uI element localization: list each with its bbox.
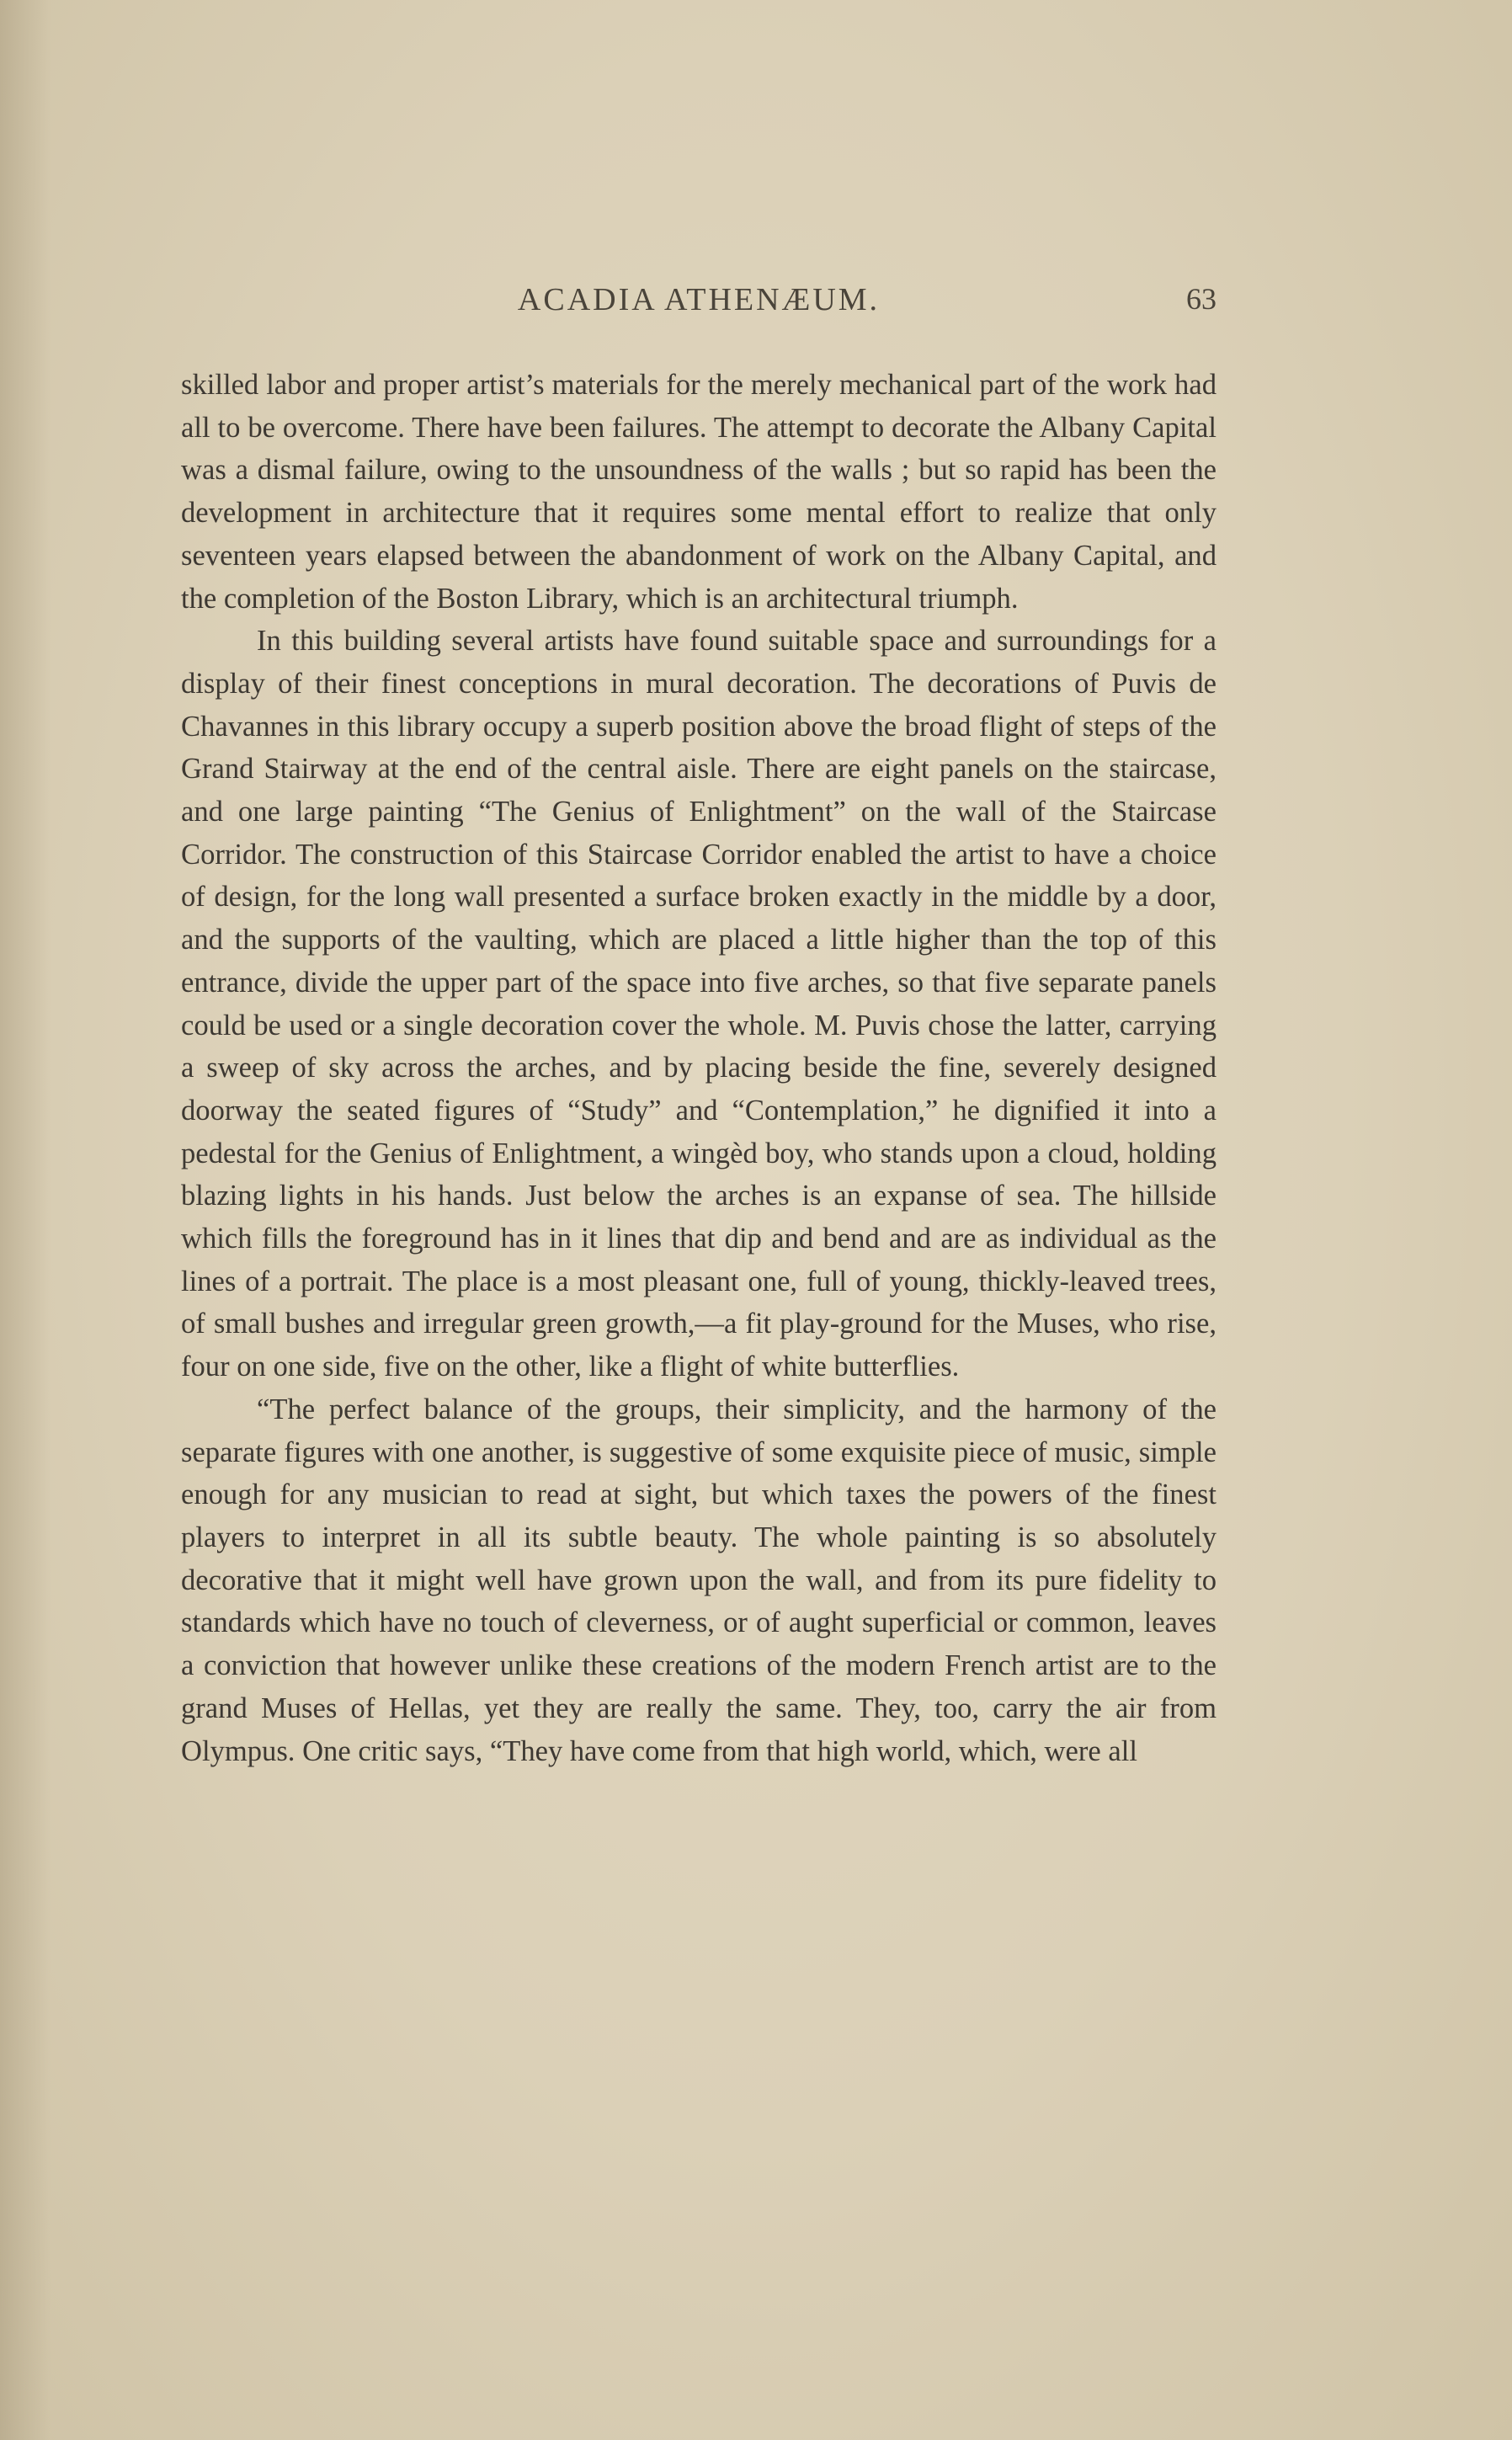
body-text [181, 364, 1217, 1772]
page-edge-shadow [0, 0, 51, 2440]
paragraph-2: In this building several artists have found suitable space and surroundings for a display of their finest conceptions in mural decoration. The decorations of Puvis de Chavannes in this library occupy a superb position above the broad flight of steps of the Grand Stairway at the end of the central aisle. There are eight panels on the staircase, and one large painting “The Genius of Enlightment” on the wall of the Staircase Corridor. The construction of this Staircase Corridor enabled the artist to have a choice of design, for the long wall presented a surface broken exactly in the middle by a door, and the supports of the vaulting, which are placed a little higher than the top of this entrance, divide the upper part of the space into five arches, so that five separate panels could be used or a single decoration cover the whole. M. Puvis chose the latter, carrying a sweep of sky across the arches, and by placing beside the fine, severely designed doorway the seated figures of “Study” and “Contemplation,” he dignified it into a pedestal for the Genius of Enlightment, a wingèd boy, who stands upon a cloud, holding blazing lights in his hands. Just below the arches is an expanse of sea. The hillside which fills the foreground has in it lines that dip and bend and are as individual as the lines of a portrait. The place is a most pleasant one, full of young, thickly-leaved trees, of small bushes and irregular green growth,—a fit play-ground for the Muses, who rise, four on one side, five on the other, like a flight of white butterflies. [181, 625, 1217, 1383]
running-title: ACADIA ATHENÆUM. [517, 282, 881, 317]
paragraph-1: skilled labor and proper artist’s materials for the merely mechanical part of the work had all to be overcome. There have been failures. The attempt to decorate the Albany Capital was a dismal failure, owing to the unsoundness of the walls ; but so rapid has been the development in architecture that it requires some mental effort to realize that only seventeen years elapsed between the abandonment of work on the Albany Capital, and the completion of the Boston Library, which is an architectural triumph. [181, 369, 1217, 615]
paragraph-3: “The perfect balance of the groups, their simplicity, and the harmony of the separate figures with one another, is suggestive of some exquisite piece of music, simple enough for any musician to read at sight, but which taxes the powers of the finest players to interpret in all its subtle beauty. The whole painting is so absolutely decorative that it might well have grown upon the wall, and from its pure fidelity to standards which have no touch of cleverness, or of aught superficial or common, leaves a conviction that however unlike these creations of the modern French artist are to the grand Muses of Hellas, yet they are really the same. They, too, carry the air from Olympus. One critic says, “They have come from that high world, which, were all [181, 1393, 1217, 1767]
page-header [181, 281, 1217, 332]
page-number: 63 [1186, 282, 1217, 316]
